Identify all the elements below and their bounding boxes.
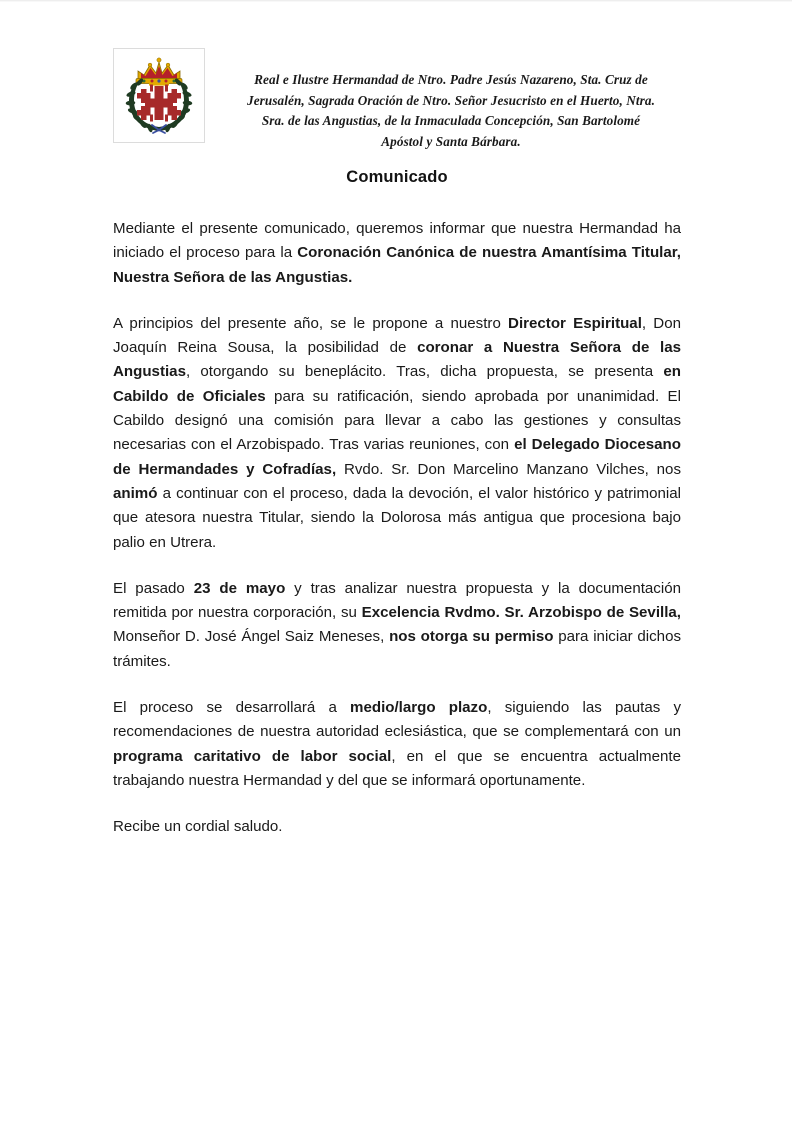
- paragraph-closing: [113, 815, 681, 839]
- letterhead: [113, 48, 681, 152]
- text-run: Monseñor D. José Ángel Saiz Meneses,: [113, 628, 390, 646]
- crown-part: [136, 57, 182, 85]
- document-body: [113, 168, 681, 840]
- text-run-bold: nos otorga su permiso: [389, 628, 554, 646]
- text-run-bold: coronar a Nuestra Señora de las Angustias: [113, 339, 681, 381]
- text-run: para iniciar dichos trámites.: [113, 628, 682, 670]
- text-run-bold: Excelencia Rvdmo. Sr. Arzobispo de Sevilla,: [361, 604, 681, 622]
- text-run: , siguiendo las pautas y recomendaciones de nuestra autoridad eclesiástica, que se complementará con un: [113, 699, 682, 741]
- text-run-bold: animó: [113, 484, 158, 502]
- text-run-bold: Coronación Canónica de nuestra Amantísima Titular, Nuestra Señora de las Angustias.: [113, 244, 682, 286]
- paragraph-4: [113, 696, 681, 793]
- page-title: Comunicado: [346, 168, 448, 186]
- coat-of-arms-icon: [119, 53, 199, 139]
- organization-line-2: Jerusalén, Sagrada Oración de Ntro. Señor Jesucristo en el Huerto, Ntra.: [247, 92, 655, 108]
- text-run-bold: el Delegado Diocesano de Hermandades y Cofradías,: [113, 436, 681, 478]
- organization-line-4: Apóstol y Santa Bárbara.: [381, 133, 521, 149]
- text-run-bold: 23 de mayo: [193, 579, 286, 597]
- text-run: A principios del presente año, se le propone a nuestro: [113, 314, 509, 332]
- text-run: , Don Joaquín Reina Sousa, la posibilidad de: [113, 314, 681, 357]
- text-run: El pasado: [113, 579, 194, 597]
- text-run: Rvdo. Sr. Don Marcelino Manzano Vilches, nos: [336, 460, 681, 478]
- text-run-bold: programa caritativo de labor social: [113, 747, 392, 765]
- text-run: para su ratificación, siendo aprobada por unanimidad. El Cabildo designó una comisión para llevar a cabo las gestiones y consultas necesarias con el Arzobispado. Tras varias reuniones, con: [113, 387, 681, 454]
- page-top-edge: [0, 0, 792, 2]
- text-run: , en el que se encuentra actualmente trabajando nuestra Hermandad y del que se informará oportunamente.: [113, 747, 681, 789]
- organization-line-1: Real e Ilustre Hermandad de Ntro. Padre Jesús Nazareno, Sta. Cruz de: [254, 72, 648, 87]
- text-run: a continuar con el proceso, dada la devoción, el valor histórico y patrimonial que atesora nuestra Titular, siendo la Dolorosa más antigua que procesiona bajo palio en Utrera.: [113, 484, 681, 551]
- text-run-bold: Director Espiritual: [508, 314, 642, 332]
- text-run: , otorgando su beneplácito. Tras, dicha propuesta, se presenta: [185, 363, 664, 381]
- organization-name: [221, 70, 681, 152]
- crest-logo-box: [113, 48, 205, 143]
- text-run: y tras analizar nuestra propuesta y la documentación remitida por nuestra corporación, su: [113, 579, 682, 622]
- paragraph-2: [113, 312, 681, 555]
- text-run: El proceso se desarrollará a: [113, 699, 351, 717]
- paragraph-3: [113, 577, 681, 674]
- paragraph-1: [113, 217, 681, 290]
- text-run: Mediante el presente comunicado, queremos informar que nuestra Hermandad ha iniciado el proceso para la: [113, 220, 681, 262]
- text-run-bold: medio/largo plazo: [350, 699, 488, 717]
- organization-line-3: Sra. de las Angustias, de la Inmaculada Concepción, San Bartolomé: [261, 113, 641, 128]
- text-run-bold: en Cabildo de Oficiales: [113, 363, 681, 405]
- text-run: Recibe un cordial saludo.: [113, 818, 283, 836]
- jerusalem-cross-part: [137, 84, 181, 121]
